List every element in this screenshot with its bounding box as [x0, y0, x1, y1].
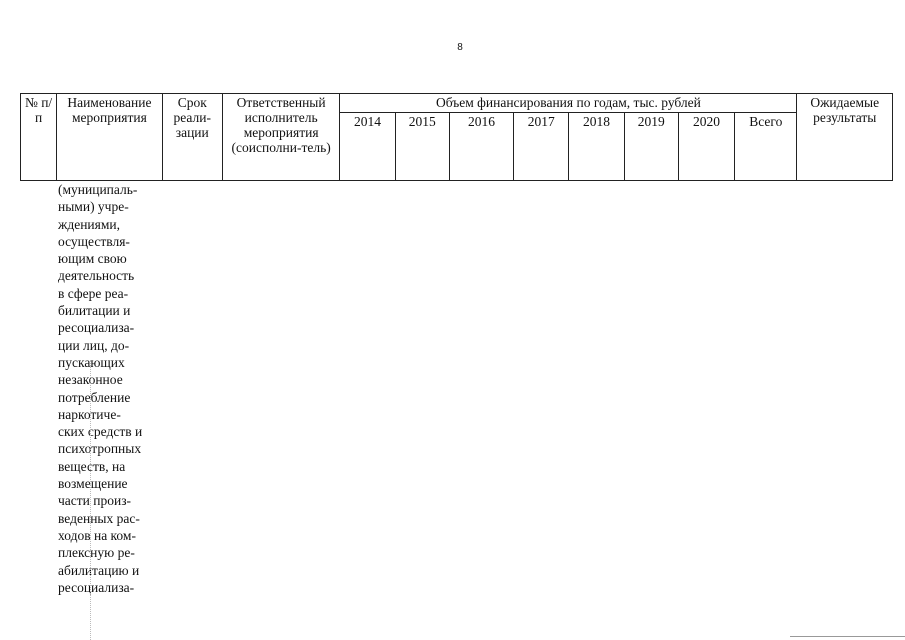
financing-table	[20, 93, 893, 181]
header-number: № п/п	[21, 94, 57, 181]
header-year: 2015	[395, 113, 449, 181]
header-name: Наименование мероприятия	[57, 94, 162, 181]
scan-edge-line	[790, 636, 905, 637]
page-number: 8	[457, 42, 463, 53]
scan-crease-line	[90, 360, 91, 640]
header-year: 2019	[624, 113, 678, 181]
measure-name-continuation: (муниципаль- ными) учре- ждениями, осуществля- ющим свою деятельность в сфере реа- билитации и ресоциализа- ции лиц, до- пускающих незаконное потребление наркотиче- ских средств и психотропных веществ, на возмещение части произ- веденных рас- ходов на ком- плексную ре- абилитацию и ресоциализа-	[58, 182, 143, 595]
header-year: 2020	[678, 113, 734, 181]
header-term: Срок реали-зации	[162, 94, 222, 181]
header-executor: Ответственный исполнитель мероприятия (соисполни-тель)	[222, 94, 340, 181]
header-year: 2016	[449, 113, 513, 181]
header-year: 2014	[340, 113, 395, 181]
header-year: 2018	[569, 113, 624, 181]
header-funding: Объем финансирования по годам, тыс. рублей	[340, 94, 797, 113]
header-total: Всего	[735, 113, 797, 181]
header-results: Ожидаемые результаты	[797, 94, 893, 181]
header-year: 2017	[514, 113, 569, 181]
